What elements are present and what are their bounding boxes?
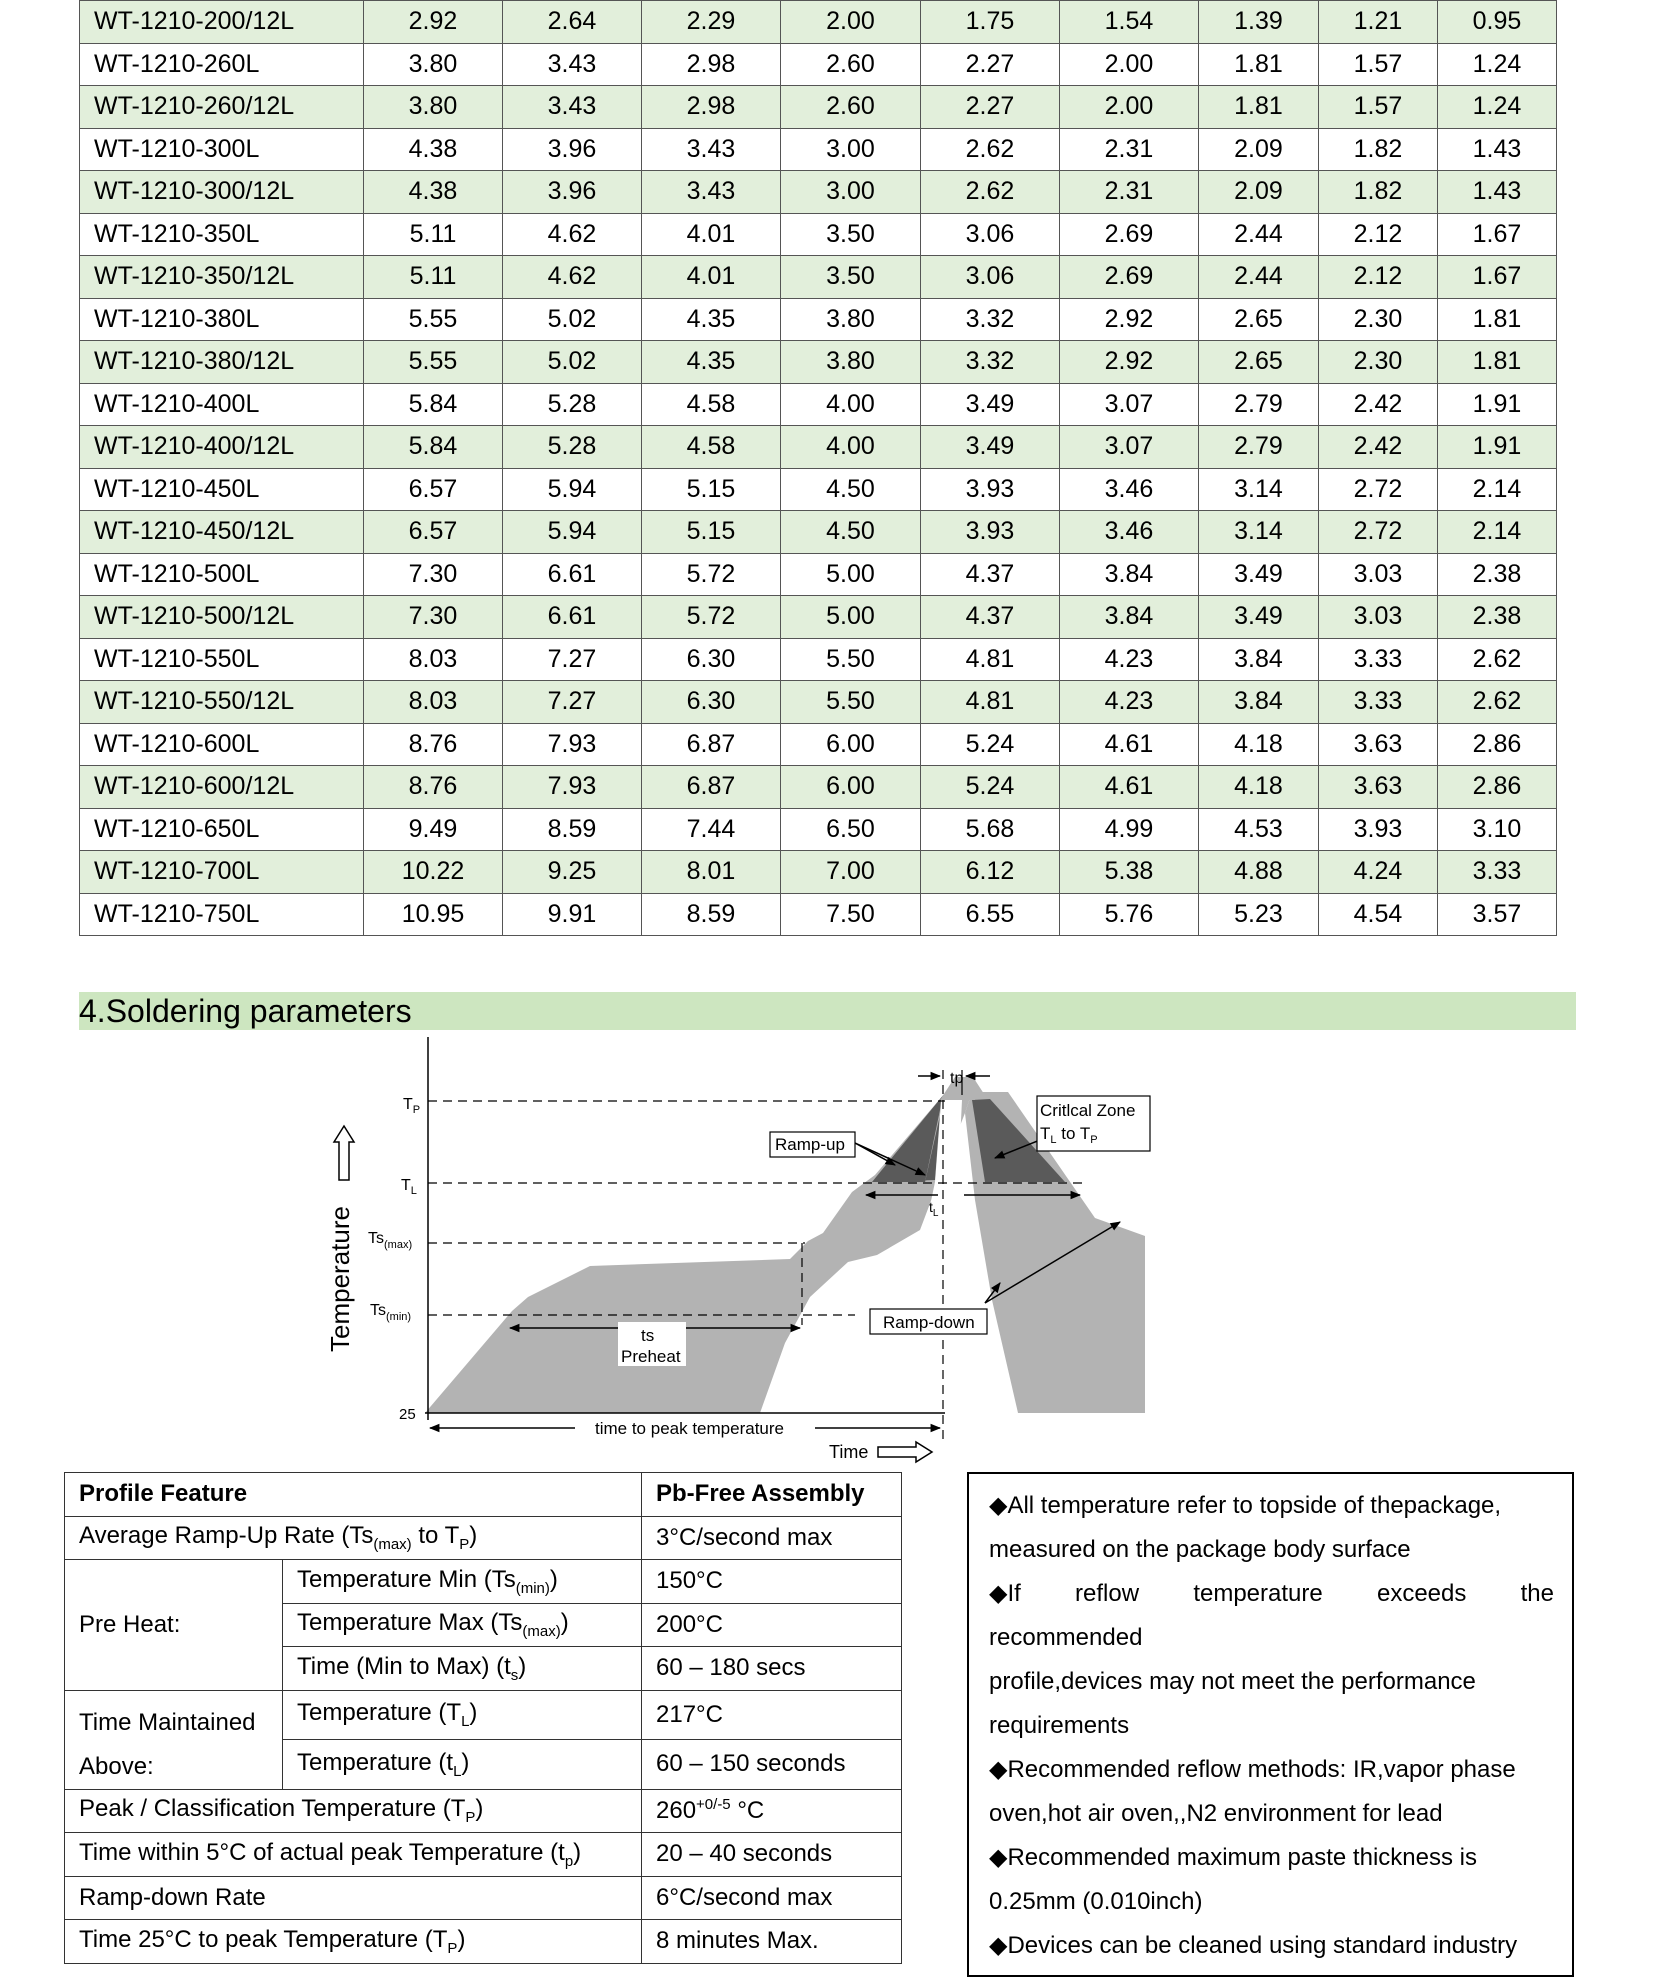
value-cell: 6.00 [781,723,921,766]
value-cell: 2.86 [1438,723,1557,766]
value-cell: 7.30 [364,553,503,596]
profile-table [64,1472,902,1964]
peak-value: $260^{+0/-5}$ °C [642,1789,902,1833]
value-cell: 4.18 [1199,766,1319,809]
value-cell: 2.62 [1438,681,1557,724]
value-cell: 5.94 [503,511,642,554]
value-cell: 6.61 [503,596,642,639]
up-arrow-icon [334,1126,354,1180]
time25-value: 8 minutes Max. [642,1920,902,1964]
value-cell: 7.44 [642,808,781,851]
value-cell: 2.62 [921,128,1060,171]
peak-label: Peak / Classification Temperature $(T_P)$ [65,1789,642,1833]
value-cell: 4.01 [642,213,781,256]
maintained-temp-label: Temperature $(T_L)$ [283,1690,642,1740]
value-cell: 5.94 [503,468,642,511]
value-cell: 1.24 [1438,86,1557,129]
value-cell: 4.81 [921,681,1060,724]
ts-label: ts [641,1326,655,1345]
ramp-up-label: Ramp-up [775,1135,845,1154]
tsmin-label: $Ts_{(min)}$ [370,1302,412,1323]
tp-label: $T_P$ [403,1096,421,1116]
value-cell: 2.92 [364,1,503,44]
value-cell: 6.30 [642,681,781,724]
value-cell: 3.63 [1319,766,1438,809]
within5-value: 20 – 40 seconds [642,1833,902,1877]
value-cell: 2.65 [1199,298,1319,341]
value-cell: 2.98 [642,86,781,129]
value-cell: 5.15 [642,511,781,554]
value-cell: 2.72 [1319,511,1438,554]
value-cell: 2.27 [921,86,1060,129]
value-cell: 2.30 [1319,341,1438,384]
value-cell: 3.96 [503,171,642,214]
value-cell: 1.81 [1199,43,1319,86]
value-cell: 3.46 [1060,468,1199,511]
value-cell: 4.88 [1199,851,1319,894]
value-cell: 7.27 [503,681,642,724]
tl-time-label: $t_L$ [929,1199,939,1219]
value-cell: 8.59 [642,893,781,936]
value-cell: 1.67 [1438,256,1557,299]
preheat-min-label: Temperature Min $(Ts_{(min)})$ [283,1560,642,1604]
peak-top [942,1077,986,1097]
note-line: oven,hot air oven,,N2 environment for lead [989,1800,1443,1827]
value-cell: 1.39 [1199,1,1319,44]
value-cell: 5.50 [781,681,921,724]
value-cell: 6.50 [781,808,921,851]
value-cell: 3.14 [1199,468,1319,511]
value-cell: 2.09 [1199,171,1319,214]
value-cell: 3.96 [503,128,642,171]
model-cell: WT-1210-550L [80,638,364,681]
row-peak [65,1789,902,1833]
header-value: Pb-Free Assembly [642,1473,902,1517]
value-cell: 4.54 [1319,893,1438,936]
tl-label: $T_L$ [401,1177,417,1197]
value-cell: 2.09 [1199,128,1319,171]
value-cell: 3.10 [1438,808,1557,851]
t25-label: 25 [399,1406,416,1423]
value-cell: 4.50 [781,468,921,511]
ramp-down-label: Ramp-down Rate [65,1876,642,1920]
value-cell: 3.43 [503,86,642,129]
value-cell: 8.03 [364,681,503,724]
value-cell: 2.00 [1060,86,1199,129]
value-cell: 4.00 [781,426,921,469]
value-cell: 7.30 [364,596,503,639]
value-cell: 3.49 [921,383,1060,426]
note-line: ◆All temperature refer to topside of thepackage, [989,1492,1502,1519]
value-cell: 3.07 [1060,383,1199,426]
value-cell: 3.84 [1199,681,1319,724]
note-line: ◆Recommended reflow methods: IR,vapor phase [989,1756,1516,1783]
value-cell: 3.49 [1199,553,1319,596]
profile-band [425,1092,972,1413]
critical-zone-label: Critlcal Zone [1040,1101,1136,1120]
value-cell: 3.06 [921,256,1060,299]
value-cell: 1.81 [1438,341,1557,384]
maintained-time-label: Temperature $(t_L)$ [283,1740,642,1790]
note-line: profile,devices may not meet the performance [989,1668,1476,1695]
value-cell: 7.93 [503,766,642,809]
within5-label: Time within 5°C of actual peak Temperature $(t_p)$ [65,1833,642,1877]
note-line: ◆Recommended maximum paste thickness is [989,1844,1477,1871]
value-cell: 3.49 [1199,596,1319,639]
maintained-temp-value: 217°C [642,1690,902,1740]
value-cell: 3.49 [921,426,1060,469]
value-cell: 7.00 [781,851,921,894]
value-cell: 4.99 [1060,808,1199,851]
value-cell: 2.60 [781,43,921,86]
note-line: requirements [989,1712,1130,1739]
value-cell: 5.50 [781,638,921,681]
value-cell: 3.93 [921,511,1060,554]
value-cell: 2.98 [642,43,781,86]
value-cell: 5.72 [642,553,781,596]
value-cell: 3.00 [781,128,921,171]
value-cell: 3.33 [1438,851,1557,894]
value-cell: 1.57 [1319,86,1438,129]
value-cell: 4.62 [503,256,642,299]
model-cell: WT-1210-200/12L [80,1,364,44]
value-cell: 2.64 [503,1,642,44]
value-cell: 5.55 [364,298,503,341]
tp-time-label: tp [950,1070,964,1087]
value-cell: 0.95 [1438,1,1557,44]
value-cell: 6.87 [642,766,781,809]
value-cell: 4.50 [781,511,921,554]
value-cell: 4.23 [1060,681,1199,724]
model-cell: WT-1210-500/12L [80,596,364,639]
value-cell: 1.81 [1199,86,1319,129]
value-cell: 6.30 [642,638,781,681]
value-cell: 3.14 [1199,511,1319,554]
value-cell: 6.61 [503,553,642,596]
preheat-label: Preheat [621,1347,681,1366]
value-cell: 5.24 [921,766,1060,809]
value-cell: 10.22 [364,851,503,894]
value-cell: 2.86 [1438,766,1557,809]
value-cell: 6.00 [781,766,921,809]
value-cell: 9.49 [364,808,503,851]
header-feature: Profile Feature [65,1473,642,1517]
preheat-label: Pre Heat: [65,1560,283,1691]
value-cell: 4.24 [1319,851,1438,894]
value-cell: 2.30 [1319,298,1438,341]
model-cell: WT-1210-400L [80,383,364,426]
model-cell: WT-1210-600/12L [80,766,364,809]
value-cell: 8.59 [503,808,642,851]
value-cell: 2.72 [1319,468,1438,511]
value-cell: 5.11 [364,213,503,256]
value-cell: 5.00 [781,553,921,596]
note-line: ◆Devices can be cleaned using standard industry [989,1932,1518,1959]
value-cell: 1.81 [1438,298,1557,341]
model-cell: WT-1210-300L [80,128,364,171]
row-within5 [65,1833,902,1877]
value-cell: 10.95 [364,893,503,936]
value-cell: 3.80 [364,86,503,129]
value-cell: 7.50 [781,893,921,936]
value-cell: 3.80 [364,43,503,86]
value-cell: 3.03 [1319,553,1438,596]
profile-header-row [65,1473,902,1517]
model-cell: WT-1210-550/12L [80,681,364,724]
value-cell: 8.76 [364,766,503,809]
value-cell: 4.37 [921,596,1060,639]
value-cell: 2.62 [921,171,1060,214]
value-cell: 4.61 [1060,766,1199,809]
notes-box [967,1472,1574,1977]
right-arrow-icon [878,1442,932,1462]
value-cell: 4.18 [1199,723,1319,766]
value-cell: 4.81 [921,638,1060,681]
value-cell: 3.80 [781,298,921,341]
note-line: measured on the package body surface [989,1536,1411,1563]
value-cell: 2.44 [1199,213,1319,256]
value-cell: 1.57 [1319,43,1438,86]
value-cell: 6.57 [364,511,503,554]
value-cell: 3.32 [921,341,1060,384]
ramp-down-value: 6°C/second max [642,1876,902,1920]
model-cell: WT-1210-300/12L [80,171,364,214]
value-cell: 1.67 [1438,213,1557,256]
value-cell: 5.28 [503,426,642,469]
value-cell: 8.76 [364,723,503,766]
value-cell: 3.43 [642,171,781,214]
value-cell: 3.50 [781,256,921,299]
note-line: recommended [989,1624,1143,1651]
model-cell: WT-1210-650L [80,808,364,851]
value-cell: 2.14 [1438,468,1557,511]
model-cell: WT-1210-600L [80,723,364,766]
value-cell: 3.03 [1319,596,1438,639]
value-cell: 6.57 [364,468,503,511]
model-cell: WT-1210-700L [80,851,364,894]
value-cell: 4.38 [364,171,503,214]
time25-label: Time 25°C to peak Temperature $(T_P)$ [65,1920,642,1964]
value-cell: 1.43 [1438,171,1557,214]
value-cell: 2.12 [1319,213,1438,256]
value-cell: 4.35 [642,341,781,384]
value-cell: 9.25 [503,851,642,894]
value-cell: 4.38 [364,128,503,171]
note-line: 0.25mm (0.010inch) [989,1888,1203,1915]
tsmax-label: $Ts_{(max)}$ [368,1230,413,1251]
value-cell: 3.32 [921,298,1060,341]
value-cell: 5.11 [364,256,503,299]
value-cell: 3.33 [1319,681,1438,724]
value-cell: 5.38 [1060,851,1199,894]
ramp-up-label: Average Ramp-Up Rate ($Ts_{(max)}$ to $T_P$) [65,1516,642,1560]
value-cell: 2.79 [1199,426,1319,469]
note-line-justified: ◆If reflow temperature exceeds the [989,1580,1554,1607]
value-cell: 3.63 [1319,723,1438,766]
model-cell: WT-1210-380L [80,298,364,341]
value-cell: 4.58 [642,383,781,426]
preheat-time-label: Time (Min to Max) $(t_s)$ [283,1647,642,1691]
value-cell: 2.92 [1060,298,1199,341]
model-cell: WT-1210-500L [80,553,364,596]
preheat-max-label: Temperature Max $(Ts_{(max)})$ [283,1603,642,1647]
value-cell: 2.69 [1060,256,1199,299]
value-cell: 3.43 [642,128,781,171]
row-maintained-temp [65,1690,902,1740]
value-cell: 4.37 [921,553,1060,596]
value-cell: 6.55 [921,893,1060,936]
value-cell: 1.43 [1438,128,1557,171]
value-cell: 3.43 [503,43,642,86]
value-cell: 2.38 [1438,596,1557,639]
y-axis-title: Temperature [325,1206,355,1352]
value-cell: 3.07 [1060,426,1199,469]
value-cell: 6.87 [642,723,781,766]
value-cell: 2.00 [781,1,921,44]
value-cell: 2.14 [1438,511,1557,554]
value-cell: 3.57 [1438,893,1557,936]
model-cell: WT-1210-350/12L [80,256,364,299]
value-cell: 3.84 [1060,596,1199,639]
preheat-time-value: 60 – 180 secs [642,1647,902,1691]
row-preheat-min [65,1560,902,1604]
value-cell: 8.01 [642,851,781,894]
value-cell: 4.00 [781,383,921,426]
x-axis-title: Time [829,1442,869,1462]
value-cell: 2.92 [1060,341,1199,384]
value-cell: 3.84 [1060,553,1199,596]
value-cell: 4.23 [1060,638,1199,681]
value-cell: 4.58 [642,426,781,469]
value-cell: 4.53 [1199,808,1319,851]
value-cell: 2.38 [1438,553,1557,596]
value-cell: 5.15 [642,468,781,511]
value-cell: 1.54 [1060,1,1199,44]
value-cell: 5.02 [503,341,642,384]
value-cell: 2.42 [1319,383,1438,426]
value-cell: 7.93 [503,723,642,766]
maintained-time-value: 60 – 150 seconds [642,1740,902,1790]
preheat-min-value: 150°C [642,1560,902,1604]
model-cell: WT-1210-450L [80,468,364,511]
value-cell: 5.84 [364,426,503,469]
value-cell: 2.42 [1319,426,1438,469]
value-cell: 1.82 [1319,171,1438,214]
value-cell: 5.84 [364,383,503,426]
value-cell: 5.76 [1060,893,1199,936]
value-cell: 2.62 [1438,638,1557,681]
model-cell: WT-1210-260L [80,43,364,86]
model-cell: WT-1210-350L [80,213,364,256]
value-cell: 2.31 [1060,128,1199,171]
row-ramp-up [65,1516,902,1560]
value-cell: 2.69 [1060,213,1199,256]
value-cell: 4.35 [642,298,781,341]
model-cell: WT-1210-260/12L [80,86,364,129]
value-cell: 9.91 [503,893,642,936]
value-cell: 4.01 [642,256,781,299]
value-cell: 2.79 [1199,383,1319,426]
row-time25 [65,1920,902,1964]
time-to-peak-label: time to peak temperature [595,1419,784,1438]
value-cell: 3.00 [781,171,921,214]
critical-range-label: $T_L$ to $T_P$ [1040,1124,1098,1146]
value-cell: 5.02 [503,298,642,341]
value-cell: 1.91 [1438,426,1557,469]
value-cell: 3.06 [921,213,1060,256]
value-cell: 5.72 [642,596,781,639]
preheat-max-value: 200°C [642,1603,902,1647]
value-cell: 2.29 [642,1,781,44]
model-cell: WT-1210-750L [80,893,364,936]
value-cell: 3.46 [1060,511,1199,554]
value-cell: 3.33 [1319,638,1438,681]
ramp-up-value: 3°C/second max [642,1516,902,1560]
ramp-down-label: Ramp-down [883,1313,975,1332]
value-cell: 2.31 [1060,171,1199,214]
model-cell: WT-1210-450/12L [80,511,364,554]
value-cell: 5.24 [921,723,1060,766]
value-cell: 5.23 [1199,893,1319,936]
value-cell: 5.28 [503,383,642,426]
value-cell: 1.75 [921,1,1060,44]
value-cell: 3.84 [1199,638,1319,681]
value-cell: 8.03 [364,638,503,681]
value-cell: 2.65 [1199,341,1319,384]
value-cell: 4.62 [503,213,642,256]
value-cell: 3.93 [1319,808,1438,851]
value-cell: 4.61 [1060,723,1199,766]
value-cell: 5.68 [921,808,1060,851]
value-cell: 1.21 [1319,1,1438,44]
value-cell: 6.12 [921,851,1060,894]
value-cell: 2.00 [1060,43,1199,86]
model-cell: WT-1210-400/12L [80,426,364,469]
value-cell: 1.91 [1438,383,1557,426]
model-cell: WT-1210-380/12L [80,341,364,384]
value-cell: 1.24 [1438,43,1557,86]
value-cell: 2.44 [1199,256,1319,299]
row-ramp-down [65,1876,902,1920]
section-title: 4.Soldering parameters [79,992,1576,1030]
value-cell: 5.00 [781,596,921,639]
value-cell: 3.50 [781,213,921,256]
value-cell: 2.12 [1319,256,1438,299]
maintained-label: Time Maintained Above: [65,1690,283,1789]
value-cell: 2.60 [781,86,921,129]
value-cell: 5.55 [364,341,503,384]
value-cell: 2.27 [921,43,1060,86]
value-cell: 7.27 [503,638,642,681]
value-cell: 3.93 [921,468,1060,511]
value-cell: 3.80 [781,341,921,384]
value-cell: 1.82 [1319,128,1438,171]
